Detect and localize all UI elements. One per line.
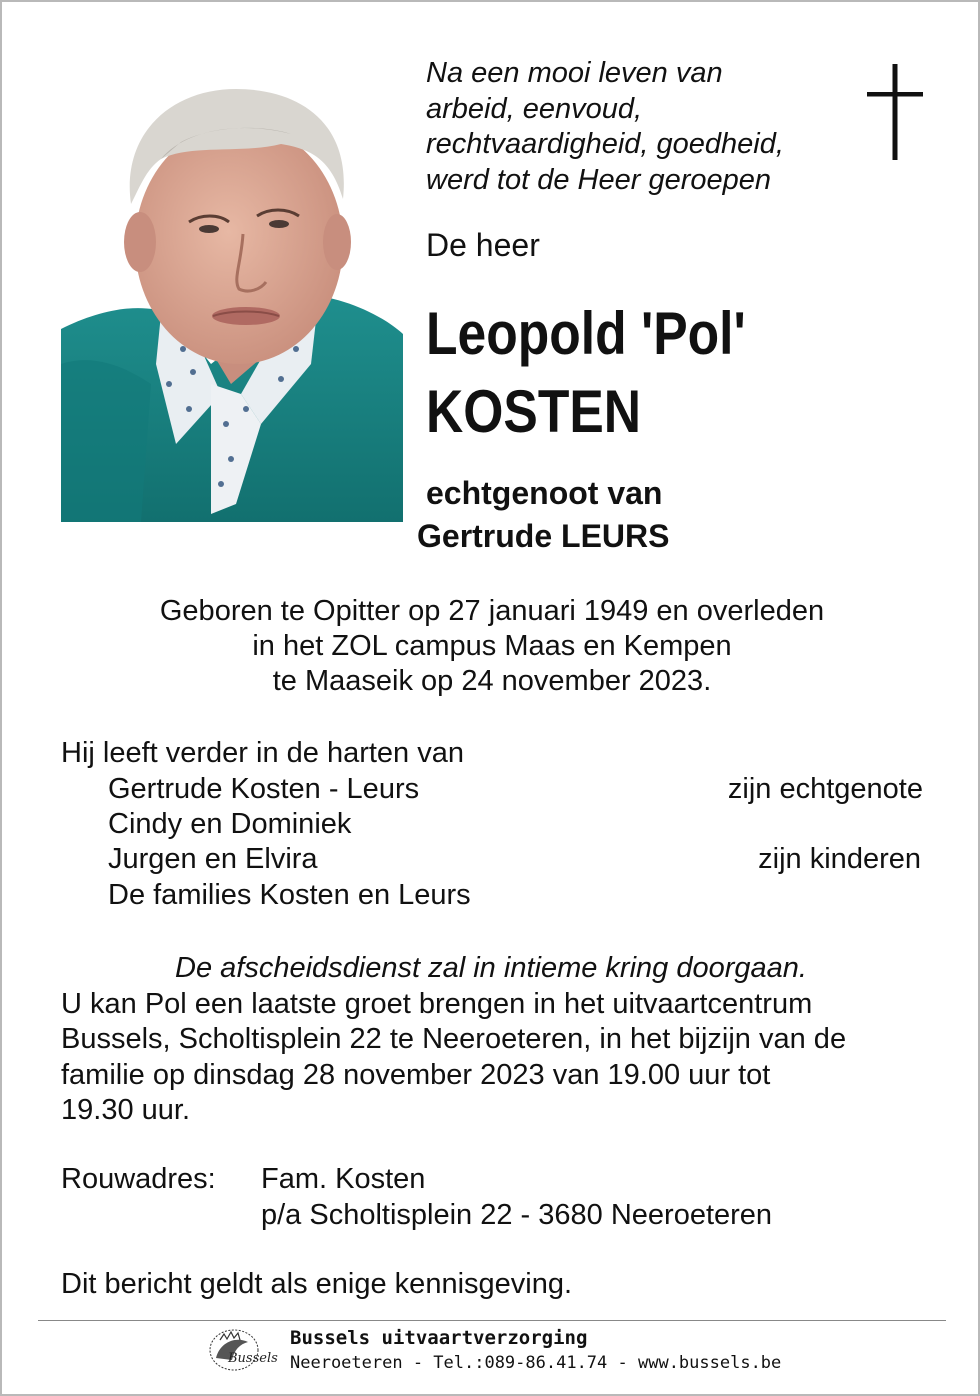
birth-death-line: Geboren te Opitter op 27 januari 1949 en overleden (159, 595, 825, 627)
bussels-logo-icon (206, 1328, 282, 1373)
birth-death-info (2, 594, 980, 699)
spouse-relation: echtgenoot van (426, 475, 663, 511)
birth-death-line: in het ZOL campus Maas en Kempen (252, 630, 732, 662)
funeral-company-name: Bussels uitvaartverzorging (290, 1327, 588, 1349)
funeral-company-contact: Neeroeteren - Tel.:089-86.41.74 - www.bussels.be (290, 1353, 782, 1373)
service-line: 19.30 uur. (61, 1094, 190, 1126)
cross-icon (867, 64, 923, 160)
survivor-names: Cindy en Dominiek (108, 808, 352, 840)
verse-line: arbeid, eenvoud, (426, 92, 643, 125)
survivor-entry (108, 879, 923, 914)
service-note: De afscheidsdienst zal in intieme kring doorgaan. (175, 952, 807, 984)
deceased-first-name: Leopold 'Pol' (426, 300, 746, 367)
survivor-entry (108, 808, 923, 843)
deceased-last-name: KOSTEN (426, 378, 642, 445)
notice-text: Dit bericht geldt als enige kennisgeving. (61, 1268, 573, 1300)
spouse-name: Gertrude LEURS (417, 518, 670, 554)
survivors-intro: Hij leeft verder in de harten van (61, 737, 464, 769)
service-line: U kan Pol een laatste groet brengen in het uitvaartcentrum (61, 987, 813, 1020)
mourning-address-line: Fam. Kosten (261, 1163, 426, 1195)
survivor-names: Jurgen en Elvira (108, 843, 318, 875)
survivor-entry (108, 773, 923, 808)
survivor-role: zijn echtgenote (727, 773, 923, 805)
verse-line: Na een mooi leven van (426, 57, 723, 89)
verse-line: rechtvaardigheid, goedheid, (426, 128, 784, 160)
mourning-address-label: Rouwadres: (61, 1163, 216, 1195)
footer-divider (38, 1320, 946, 1321)
survivor-names: De families Kosten en Leurs (108, 879, 471, 911)
service-info (61, 951, 921, 1129)
survivor-role: zijn kinderen (758, 843, 921, 875)
service-line: familie op dinsdag 28 november 2023 van 19.00 uur tot (61, 1058, 771, 1091)
svg-text:Bussels: Bussels (228, 1351, 278, 1366)
birth-death-line: te Maaseik op 24 november 2023. (272, 665, 712, 697)
honorific: De heer (426, 227, 540, 263)
survivor-entry (108, 843, 921, 878)
survivor-names: Gertrude Kosten - Leurs (108, 773, 420, 805)
verse-line: werd tot de Heer geroepen (426, 163, 771, 196)
portrait-photo (61, 64, 403, 522)
service-line: Bussels, Scholtisplein 22 te Neeroeteren, in het bijzijn van de (61, 1023, 847, 1055)
verse (426, 56, 846, 198)
mourning-address-line: p/a Scholtisplein 22 - 3680 Neeroeteren (261, 1198, 773, 1231)
